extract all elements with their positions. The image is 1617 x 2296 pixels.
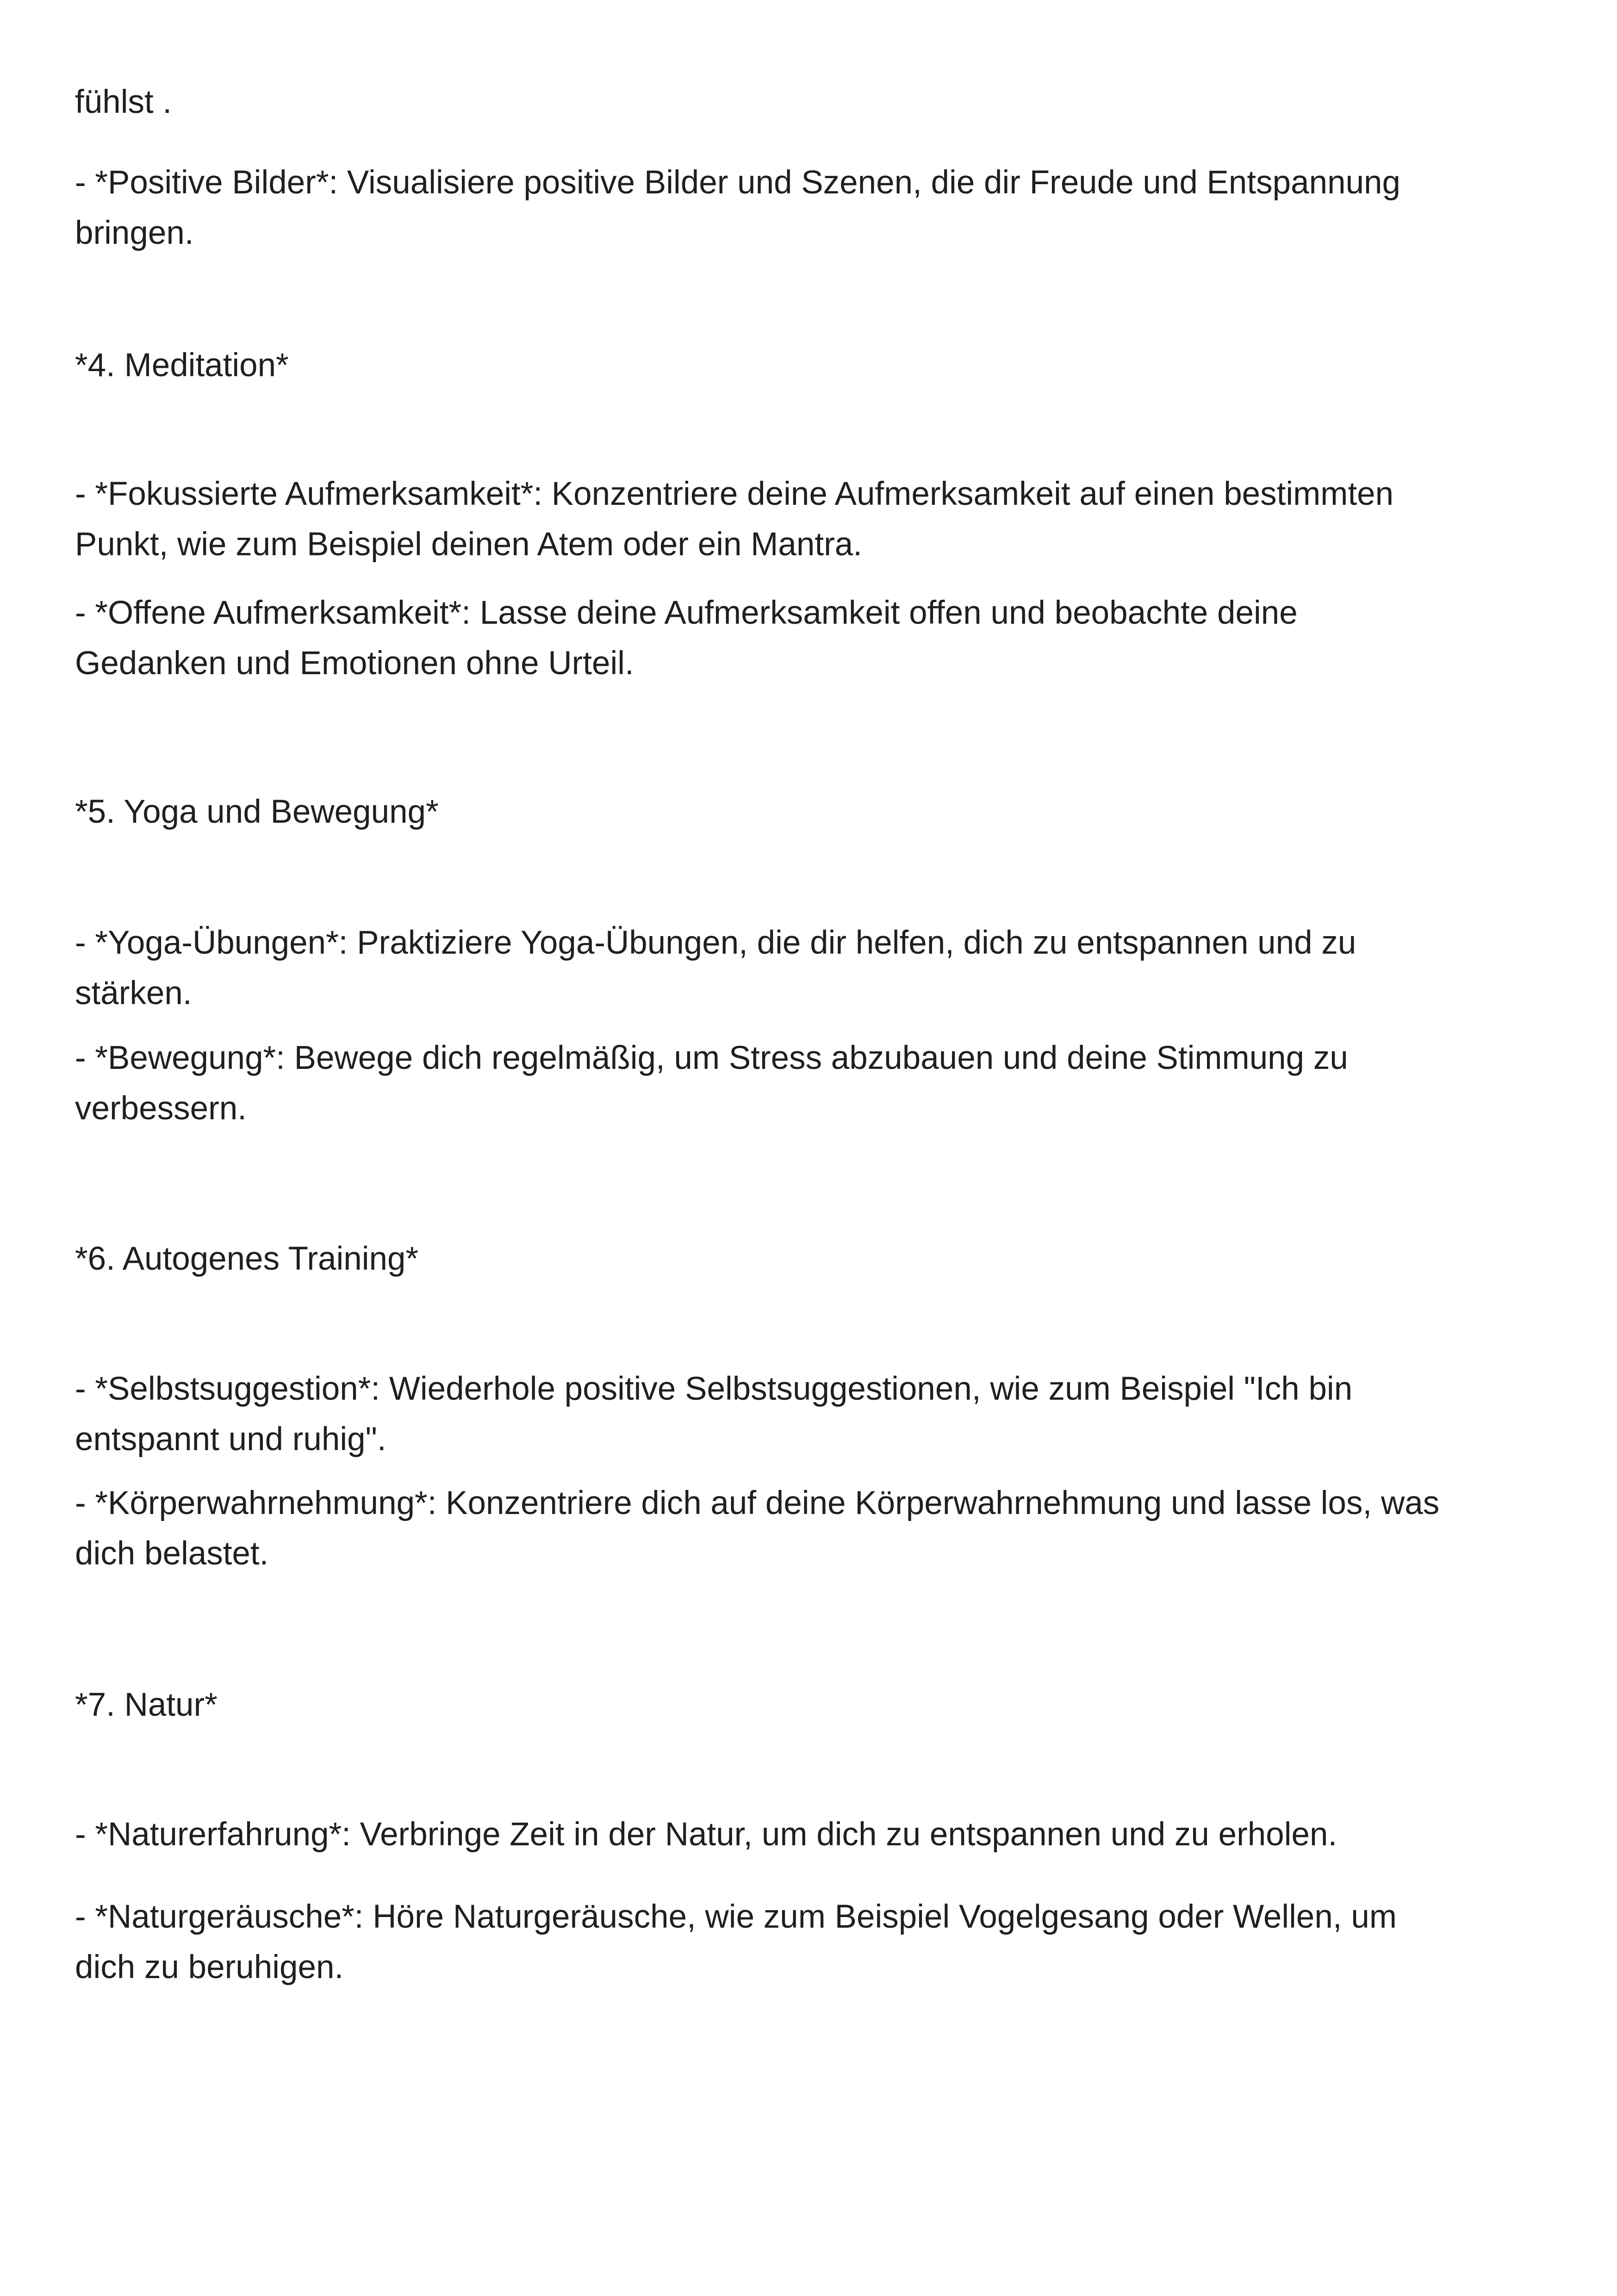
bullet-fokussierte-aufmerksamkeit — [75, 469, 1547, 570]
bullet-line: - *Körperwahrnehmung*: Konzentriere dich auf deine Körperwahrnehmung und lasse los, was — [75, 1485, 1440, 1521]
bullet-line: - *Naturgeräusche*: Höre Naturgeräusche, wie zum Beispiel Vogelgesang oder Wellen, um — [75, 1899, 1397, 1935]
bullet-line: Punkt, wie zum Beispiel deinen Atem oder ein Mantra. — [75, 526, 862, 563]
section-heading-natur: *7. Natur* — [75, 1687, 218, 1723]
bullet-bewegung — [75, 1033, 1547, 1134]
bullet-line: - *Positive Bilder*: Visualisiere positive Bilder und Szenen, die dir Freude und Entspannung — [75, 164, 1401, 201]
bullet-line: dich belastet. — [75, 1535, 269, 1572]
bullet-selbstsuggestion — [75, 1364, 1547, 1464]
bullet-naturerfahrung — [75, 1809, 1547, 1860]
section-heading-autogenes-training: *6. Autogenes Training* — [75, 1241, 419, 1277]
section-heading-meditation: *4. Meditation* — [75, 347, 289, 384]
bullet-yoga-uebungen — [75, 918, 1547, 1018]
bullet-line: - *Fokussierte Aufmerksamkeit*: Konzentriere deine Aufmerksamkeit auf einen bestimmten — [75, 476, 1394, 512]
bullet-line: - *Selbstsuggestion*: Wiederhole positive Selbstsuggestionen, wie zum Beispiel "Ich bin — [75, 1371, 1353, 1407]
section-heading-yoga-bewegung: *5. Yoga und Bewegung* — [75, 794, 439, 830]
bullet-line: dich zu beruhigen. — [75, 1949, 344, 1986]
bullet-positive-bilder — [75, 157, 1547, 258]
bullet-line: entspannt und ruhig". — [75, 1421, 386, 1458]
bullet-line: - *Bewegung*: Bewege dich regelmäßig, um Stress abzubauen und deine Stimmung zu — [75, 1040, 1348, 1076]
bullet-line: - *Yoga-Übungen*: Praktiziere Yoga-Übungen, die dir helfen, dich zu entspannen und zu — [75, 925, 1356, 961]
bullet-naturgeraeusche — [75, 1892, 1547, 1992]
bullet-line: - *Naturerfahrung*: Verbringe Zeit in der Natur, um dich zu entspannen und zu erholen. — [75, 1816, 1337, 1853]
bullet-line: verbessern. — [75, 1090, 247, 1127]
bullet-koerperwahrnehmung — [75, 1478, 1547, 1579]
bullet-line: - *Offene Aufmerksamkeit*: Lasse deine Aufmerksamkeit offen und beobachte deine — [75, 595, 1298, 631]
bullet-line: Gedanken und Emotionen ohne Urteil. — [75, 645, 634, 682]
intro-line: fühlst . — [75, 84, 172, 120]
bullet-line: bringen. — [75, 215, 194, 251]
bullet-line: stärken. — [75, 975, 192, 1011]
bullet-offene-aufmerksamkeit — [75, 588, 1547, 689]
